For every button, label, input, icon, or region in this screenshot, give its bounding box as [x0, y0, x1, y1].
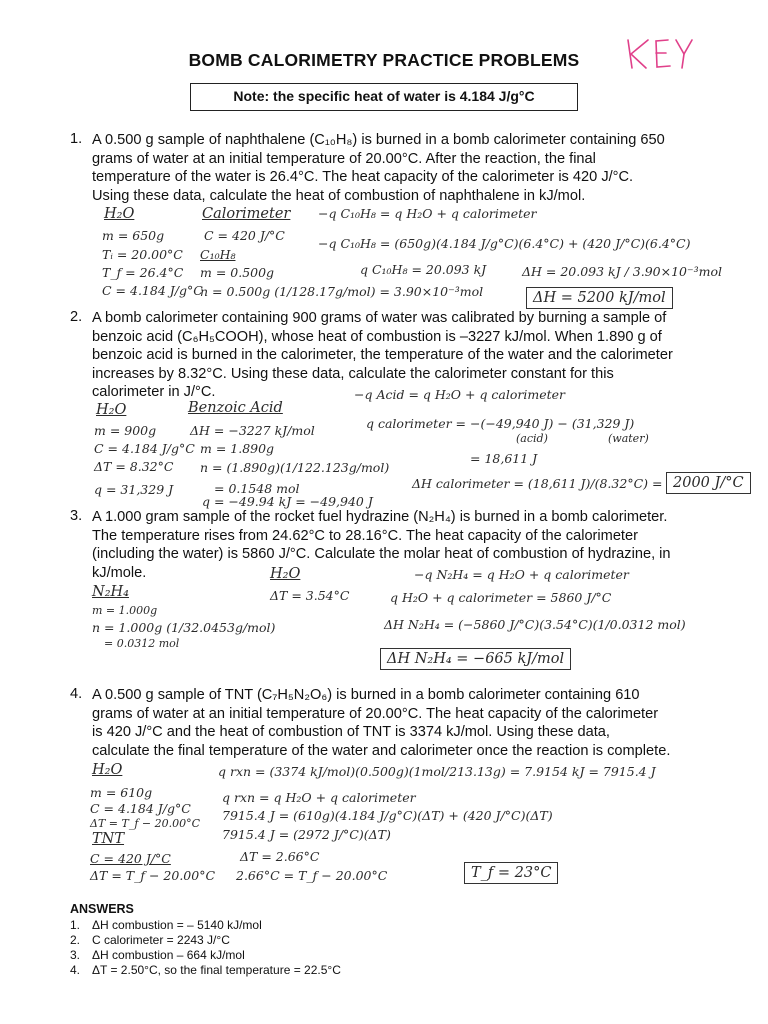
hw-eq-2: q calorimeter = −(−49,940 J) − (31,329 J) — [366, 416, 635, 431]
text-line: benzoic acid is burned in the calorimeter, the temperature of the water and the calorimeter — [92, 347, 673, 364]
hw-mass-2: m = 1.890g — [200, 441, 275, 456]
hw-n2h4: N₂H₄ — [92, 584, 129, 600]
hw-eq-4: ΔH = 20.093 kJ / 3.90×10⁻³mol — [522, 264, 722, 279]
hw-acid-label: (acid) — [516, 432, 548, 445]
hw-eq-3: ΔH N₂H₄ = (−5860 J/°C)(3.54°C)(1/0.0312 mol) — [384, 617, 686, 632]
hw-c-cal: C = 420 J/°C — [204, 228, 285, 243]
hw-moles: n = (1.890g)(1/122.123g/mol) — [200, 460, 390, 475]
hw-mass: m = 650g — [102, 228, 165, 243]
answers-heading: ANSWERS — [70, 902, 134, 916]
hw-eq-5: ΔT = 2.66°C — [240, 849, 320, 864]
hw-h2o: H₂O — [92, 762, 123, 778]
hw-mass-2: m = 0.500g — [200, 265, 275, 280]
hw-mass: m = 1.000g — [92, 604, 158, 617]
text-line: calculate the final temperature of the water and calorimeter once the reaction is complete. — [92, 742, 671, 759]
hw-ti: Tᵢ = 20.00°C — [102, 247, 183, 262]
text-line: A 0.500 g sample of naphthalene (C₁₀H₈) is burned in a bomb calorimeter containing 650 — [92, 132, 665, 148]
hw-eq-3: q C₁₀H₈ = 20.093 kJ — [360, 262, 487, 277]
hw-mass: m = 610g — [90, 785, 153, 800]
answer-box-2: 2000 J/°C — [666, 472, 751, 494]
answer-box-3: ΔH N₂H₄ = −665 kJ/mol — [380, 648, 571, 670]
hw-water-label: (water) — [608, 432, 649, 445]
hw-dt: ΔT = 8.32°C — [94, 459, 174, 474]
hw-eq-1: −q N₂H₄ = q H₂O + q calorimeter — [414, 567, 629, 582]
page-title: BOMB CALORIMETRY PRACTICE PROBLEMS — [188, 50, 580, 70]
answer-box-4: T_f = 23°C — [464, 862, 558, 884]
text-line: calorimeter in J/°C. — [92, 384, 216, 401]
specific-heat-note: Note: the specific heat of water is 4.184 J/g°C — [190, 83, 578, 111]
hw-moles-2: = 0.0312 mol — [104, 637, 180, 650]
hw-eq-2: q H₂O + q calorimeter = 5860 J/°C — [390, 590, 612, 605]
hw-h2o: H₂O — [270, 566, 301, 582]
problem-4-number: 4. — [70, 686, 83, 702]
answer-box-1: ΔH = 5200 kJ/mol — [526, 287, 673, 309]
text-line: A 1.000 gram sample of the rocket fuel hydrazine (N₂H₄) is burned in a bomb calorimeter. — [92, 509, 668, 525]
hw-c: C = 4.184 J/g°C — [102, 283, 203, 298]
hw-eq-4: 7915.4 J = (2972 J/°C)(ΔT) — [222, 827, 391, 842]
text-line: kJ/mole. — [92, 564, 147, 581]
hw-eq-3: = 18,611 J — [470, 451, 538, 466]
hw-h2o: H₂O — [96, 402, 127, 418]
problem-1-number: 1. — [70, 131, 83, 147]
hw-h2o: H₂O — [104, 206, 135, 222]
hw-moles: n = 1.000g (1/32.0453g/mol) — [92, 620, 276, 635]
hw-c: C = 4.184 J/g°C — [90, 801, 191, 816]
answer-item: 4. ΔT = 2.50°C, so the final temperature = 22.5°C — [70, 963, 341, 977]
hw-q: q = 31,329 J — [94, 482, 174, 497]
text-line: A 0.500 g sample of TNT (C₇H₅N₂O₆) is burned in a bomb calorimeter containing 610 — [92, 687, 640, 703]
text-line: A bomb calorimeter containing 900 grams of water was calibrated by burning a sample of — [92, 310, 667, 326]
answer-item: 2. C calorimeter = 2243 J/°C — [70, 933, 230, 947]
hw-eq-6: 2.66°C = T_f − 20.00°C — [236, 868, 388, 883]
hw-c: C = 4.184 J/g°C — [94, 441, 195, 456]
hw-eq-1: −q C₁₀H₈ = q H₂O + q calorimeter — [318, 206, 537, 221]
problem-3-number: 3. — [70, 508, 83, 524]
answers-list — [70, 918, 341, 978]
hw-eq-2: q rxn = q H₂O + q calorimeter — [222, 790, 416, 805]
hw-benzoic-acid: Benzoic Acid — [188, 400, 283, 416]
hw-moles: n = 0.500g (1/128.17g/mol) = 3.90×10⁻³mol — [200, 284, 484, 299]
text-line: grams of water at an initial temperature of 20.00°C. The heat capacity of the calorimeter — [92, 705, 659, 722]
text-line: (including the water) is 5860 J/°C. Calculate the molar heat of combustion of hydrazine, in — [92, 546, 671, 563]
hw-dt: ΔT = T_f − 20.00°C — [90, 817, 201, 830]
hw-eq-2: −q C₁₀H₈ = (650g)(4.184 J/g°C)(6.4°C) + (420 J/°C)(6.4°C) — [318, 236, 691, 251]
hw-tf: T_f = 26.4°C — [102, 265, 184, 280]
hw-eq-3: 7915.4 J = (610g)(4.184 J/g°C)(ΔT) + (420 J/°C)(ΔT) — [222, 808, 553, 823]
hw-q-2: q = −49.94 kJ = −49,940 J — [202, 494, 373, 509]
hw-tnt: TNT — [92, 831, 125, 847]
hw-dt: ΔT = 3.54°C — [270, 588, 350, 603]
hw-dh: ΔH = −3227 kJ/mol — [190, 423, 315, 438]
hw-mass: m = 900g — [94, 423, 157, 438]
text-line: Using these data, calculate the heat of combustion of naphthalene in kJ/mol. — [92, 187, 586, 204]
text-line: The temperature rises from 24.62°C to 28.16°C. The heat capacity of the calorimeter — [92, 527, 638, 544]
problem-2-number: 2. — [70, 309, 83, 325]
text-line: temperature of the water is 26.4°C. The heat capacity of the calorimeter is 420 J/°C. — [92, 169, 634, 186]
problem-4-text — [92, 686, 712, 760]
answer-item: 3. ΔH combustion – 664 kJ/mol — [70, 948, 245, 962]
text-line: is 420 J/°C and the heat of combustion of TNT is 3374 kJ/mol. Using these data, — [92, 724, 610, 741]
hw-eq-4: ΔH calorimeter = (18,611 J)/(8.32°C) = — [412, 476, 663, 491]
hw-eq-1: −q Acid = q H₂O + q calorimeter — [354, 387, 566, 402]
hw-moles-2: = 0.1548 mol — [214, 481, 300, 496]
problem-1-text — [92, 131, 712, 205]
hw-c10h8: C₁₀H₈ — [200, 247, 236, 262]
hw-c-2: C = 420 J/°C — [90, 851, 171, 866]
answer-item: 1. ΔH combustion = – 5140 kJ/mol — [70, 918, 262, 932]
text-line: benzoic acid (C₆H₅COOH), whose heat of combustion is –3227 kJ/mol. When 1.890 g of — [92, 328, 662, 345]
text-line: grams of water at an initial temperature of 20.00°C. After the reaction, the final — [92, 150, 596, 167]
text-line: increases by 8.32°C. Using these data, calculate the calorimeter constant for this — [92, 365, 614, 382]
hw-dt-2: ΔT = T_f − 20.00°C — [90, 868, 216, 883]
hw-calorimeter: Calorimeter — [202, 206, 291, 222]
hw-eq-1: q rxn = (3374 kJ/mol)(0.500g)(1mol/213.13g) = 7.9154 kJ = 7915.4 J — [218, 764, 656, 779]
